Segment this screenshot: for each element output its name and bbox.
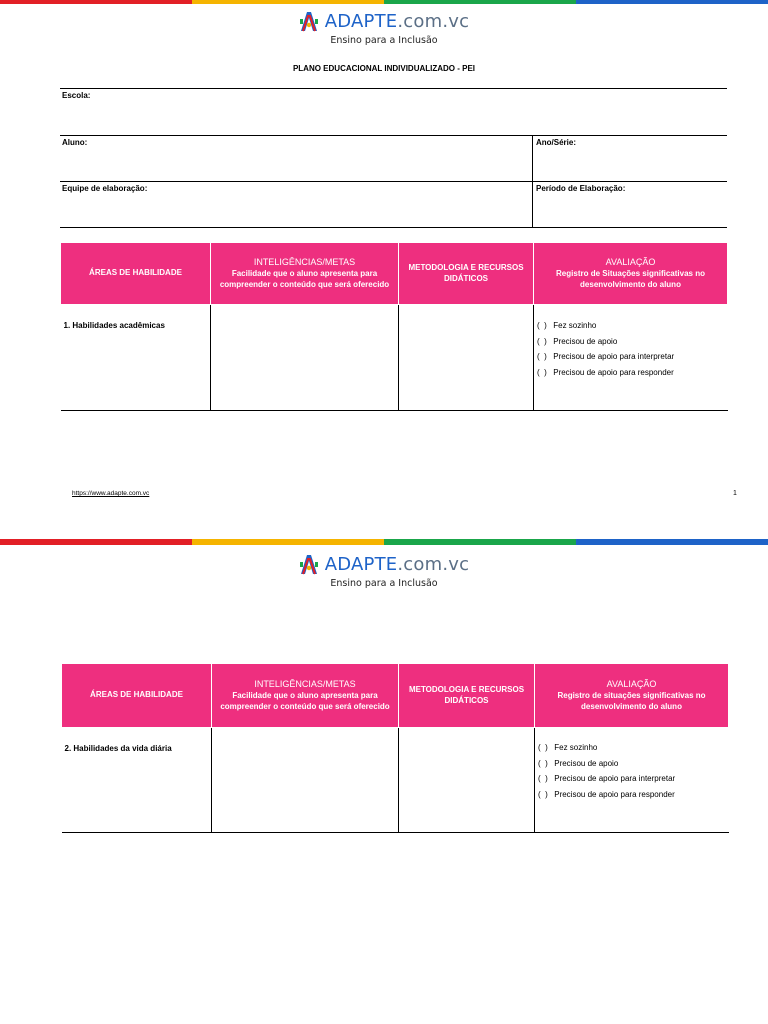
header-metodologia: METODOLOGIA E RECURSOS DIDÁTICOS bbox=[399, 243, 534, 305]
header-inteligencias bbox=[211, 243, 399, 305]
pei-table-2 bbox=[61, 663, 729, 833]
cell-avaliacao bbox=[534, 305, 728, 411]
color-bar-red bbox=[0, 0, 192, 4]
cell-avaliacao bbox=[535, 728, 729, 833]
header-metodologia: METODOLOGIA E RECURSOS DIDÁTICOS bbox=[399, 664, 535, 728]
header-logo bbox=[0, 10, 768, 46]
brand-wordmark: ADAPTE.com.vc bbox=[324, 553, 470, 575]
cell-area: 1. Habilidades acadêmicas bbox=[61, 305, 211, 411]
header-logo bbox=[0, 553, 768, 589]
cell-area: 2. Habilidades da vida diária bbox=[62, 728, 212, 833]
field-periodo: Período de Elaboração: bbox=[536, 184, 626, 193]
header-avaliacao-title: AVALIAÇÃO bbox=[605, 257, 656, 268]
page-2 bbox=[0, 536, 768, 1024]
header-inteligencias bbox=[212, 664, 399, 728]
field-equipe: Equipe de elaboração: bbox=[62, 184, 148, 193]
color-bar-yellow bbox=[192, 539, 384, 545]
document-title: PLANO EDUCACIONAL INDIVIDUALIZADO - PEI bbox=[292, 64, 476, 73]
color-bar-green bbox=[384, 539, 576, 545]
field-escola: Escola: bbox=[62, 91, 91, 100]
option-precisou-apoio[interactable]: ( ) Precisou de apoio bbox=[538, 758, 619, 768]
form-line bbox=[60, 135, 727, 136]
form-line bbox=[60, 181, 727, 182]
footer-link[interactable]: https://www.adapte.com.vc bbox=[72, 490, 150, 497]
cell-inteligencias[interactable] bbox=[211, 305, 399, 411]
color-bar-yellow bbox=[192, 0, 384, 4]
option-precisou-apoio[interactable]: ( ) Precisou de apoio bbox=[537, 336, 618, 346]
pei-table-1 bbox=[60, 242, 728, 411]
adapte-logo-icon bbox=[299, 553, 319, 575]
color-bar-blue bbox=[576, 0, 768, 4]
table-row bbox=[62, 728, 729, 833]
option-precisou-apoio-interpretar[interactable]: ( ) Precisou de apoio para interpretar bbox=[538, 774, 676, 783]
brand-tagline: Ensino para a Inclusão bbox=[330, 578, 438, 589]
field-ano-serie: Ano/Série: bbox=[536, 138, 577, 147]
option-precisou-apoio-interpretar[interactable]: ( ) Precisou de apoio para interpretar bbox=[537, 352, 675, 361]
table-header-row bbox=[62, 664, 729, 728]
field-aluno: Aluno: bbox=[62, 138, 88, 147]
option-fez-sozinho[interactable]: ( ) Fez sozinho bbox=[538, 743, 598, 752]
option-precisou-apoio-responder[interactable]: ( ) Precisou de apoio para responder bbox=[538, 789, 675, 799]
header-inteligencias-title: INTELIGÊNCIAS/METAS bbox=[253, 257, 356, 268]
brand-color-bar bbox=[0, 0, 768, 4]
header-inteligencias-sub: Facilidade que o aluno apresenta para compreender o conteúdo que será oferecido bbox=[220, 691, 390, 711]
header-areas: ÁREAS DE HABILIDADE bbox=[62, 664, 212, 728]
brand-wordmark: ADAPTE.com.vc bbox=[324, 10, 470, 32]
cell-metodologia[interactable] bbox=[399, 305, 534, 411]
header-avaliacao-sub: Registro de situações significativas no desenvolvimento do aluno bbox=[557, 691, 706, 711]
brand-color-bar bbox=[0, 539, 768, 545]
header-inteligencias-sub: Facilidade que o aluno apresenta para compreender o conteúdo que será oferecido bbox=[219, 269, 390, 289]
color-bar-blue bbox=[576, 539, 768, 545]
color-bar-green bbox=[384, 0, 576, 4]
color-bar-red bbox=[0, 539, 192, 545]
adapte-logo-icon bbox=[299, 10, 319, 32]
brand-tagline: Ensino para a Inclusão bbox=[330, 35, 438, 46]
cell-metodologia[interactable] bbox=[399, 728, 535, 833]
option-precisou-apoio-responder[interactable]: ( ) Precisou de apoio para responder bbox=[537, 367, 674, 377]
header-avaliacao-sub: Registro de Situações significativas no desenvolvimento do aluno bbox=[556, 269, 705, 289]
cell-inteligencias[interactable] bbox=[212, 728, 399, 833]
header-avaliacao bbox=[535, 664, 729, 728]
table-header-row bbox=[61, 243, 728, 305]
header-avaliacao-title: AVALIAÇÃO bbox=[606, 679, 657, 690]
table-row bbox=[61, 305, 728, 411]
option-fez-sozinho[interactable]: ( ) Fez sozinho bbox=[537, 321, 597, 330]
form-line bbox=[60, 227, 727, 228]
form-divider bbox=[532, 135, 533, 227]
form-line bbox=[60, 88, 727, 89]
page-number: 1 bbox=[733, 490, 737, 497]
header-inteligencias-title: INTELIGÊNCIAS/METAS bbox=[254, 679, 356, 690]
header-avaliacao bbox=[534, 243, 728, 305]
header-areas: ÁREAS DE HABILIDADE bbox=[61, 243, 211, 305]
